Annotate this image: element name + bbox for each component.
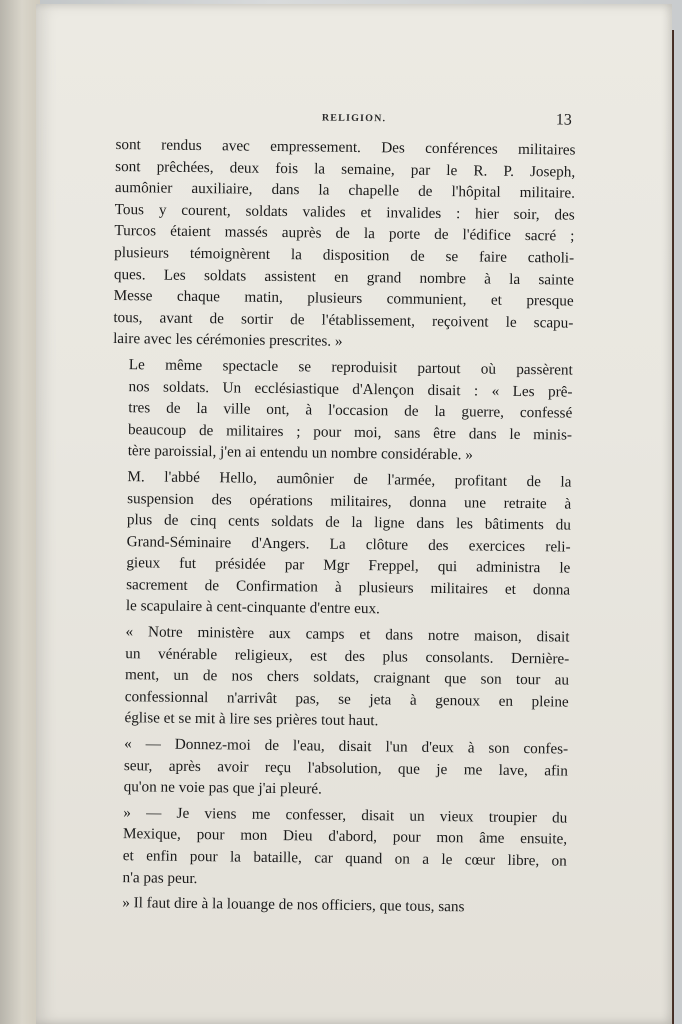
text-line: suspension des opérations militaires, donna une retraite à	[127, 489, 572, 513]
running-header	[116, 104, 576, 136]
text-line: ques. Les soldats assistent en grand nombre à la sainte	[113, 265, 574, 289]
text-line: Grand-Séminaire d'Angers. La clôture des exercices reli-	[126, 532, 571, 556]
paragraph	[108, 621, 569, 735]
text-line: plusieurs témoignèrent la disposition de se faire catholi-	[114, 243, 575, 267]
text-line: le scapulaire à cent-cinquante d'entre eux.	[125, 597, 380, 618]
paragraph	[112, 354, 573, 468]
text-line: » Il faut dire à la louange de nos officiers, que tous, sans	[122, 894, 465, 916]
book-spine-shadow	[0, 0, 40, 1024]
running-title: RELIGION.	[321, 112, 387, 125]
text-line: seur, après avoir reçu l'absolution, que je me lave, afin	[123, 756, 568, 780]
text-line: tous, avant de sortir de l'établissement, reçoivent le scapu-	[113, 308, 574, 332]
body-text	[106, 134, 576, 923]
text-line: Le même spectacle se reproduisit partout où passèrent	[128, 356, 573, 379]
text-line: Messe chaque matin, plusieurs communient, et presque	[113, 287, 574, 310]
page-number: 13	[555, 111, 572, 129]
text-line: » — Je viens me confesser, disait un vieux troupier du	[123, 803, 568, 827]
text-line: laire avec les cérémonies prescrites. »	[113, 330, 343, 351]
paragraph	[106, 802, 567, 894]
text-line: Mexique, pour mon Dieu d'abord, pour mon âme ensuite,	[122, 825, 568, 848]
text-line: plus de cinq cents soldats de la ligne dans les bâtiments du	[126, 511, 571, 534]
paragraph	[106, 892, 566, 919]
text-line: n'a pas peur.	[122, 868, 198, 887]
paragraph	[113, 134, 576, 356]
text-line: qu'on ne voie pas que j'ai pleuré.	[123, 778, 322, 798]
text-line: sacrement de Confirmation à plusieurs militaires et donna	[126, 576, 571, 599]
book-page	[36, 4, 672, 1024]
text-line: église et se mit à lire ses prières tout haut.	[124, 709, 379, 730]
paragraph	[108, 733, 569, 803]
text-line: M. l'abbé Hello, aumônier de l'armée, profitant de la	[127, 468, 572, 491]
text-line: « — Donnez-moi de l'eau, disait l'un d'eux à son confes-	[124, 735, 569, 758]
text-line: un vénérable religieux, est des plus consolants. Dernière-	[125, 644, 570, 668]
text-line: nos soldats. Un ecclésiastique d'Alençon disait : « Les prê-	[128, 377, 573, 401]
text-line: sont rendus avec empressement. Des conférences militaires	[115, 135, 576, 159]
text-line: sont prêchées, deux fois la semaine, par le R. P. Joseph,	[115, 157, 576, 181]
text-line: et enfin pour la bataille, car quand on a le cœur libre, on	[122, 847, 567, 870]
paragraph	[110, 466, 572, 623]
text-line: tère paroissial, j'en ai entendu un nombre considérable. »	[127, 442, 474, 464]
text-line: Tous y courent, soldats valides et invalides : hier soir, des	[114, 200, 575, 224]
text-line: gieux fut présidée par Mgr Freppel, qui administra le	[126, 554, 571, 577]
text-line: confessionnal n'arrivât pas, se jeta à genoux en pleine	[124, 687, 569, 711]
text-line: beaucoup de militaires ; pour moi, sans être dans le minis-	[127, 420, 573, 444]
text-line: Turcos étaient massés auprès de la porte de l'édifice sacré ;	[114, 222, 575, 245]
text-line: tres de la ville ont, à l'occasion de la guerre, confessé	[128, 399, 573, 422]
text-line: aumônier auxiliaire, dans la chapelle de l'hôpital militaire.	[114, 179, 576, 202]
page-content	[113, 104, 576, 916]
text-line: ment, un de nos chers soldats, craignant que son tour au	[124, 666, 570, 689]
text-line: « Notre ministère aux camps et dans notre maison, disait	[125, 623, 570, 646]
